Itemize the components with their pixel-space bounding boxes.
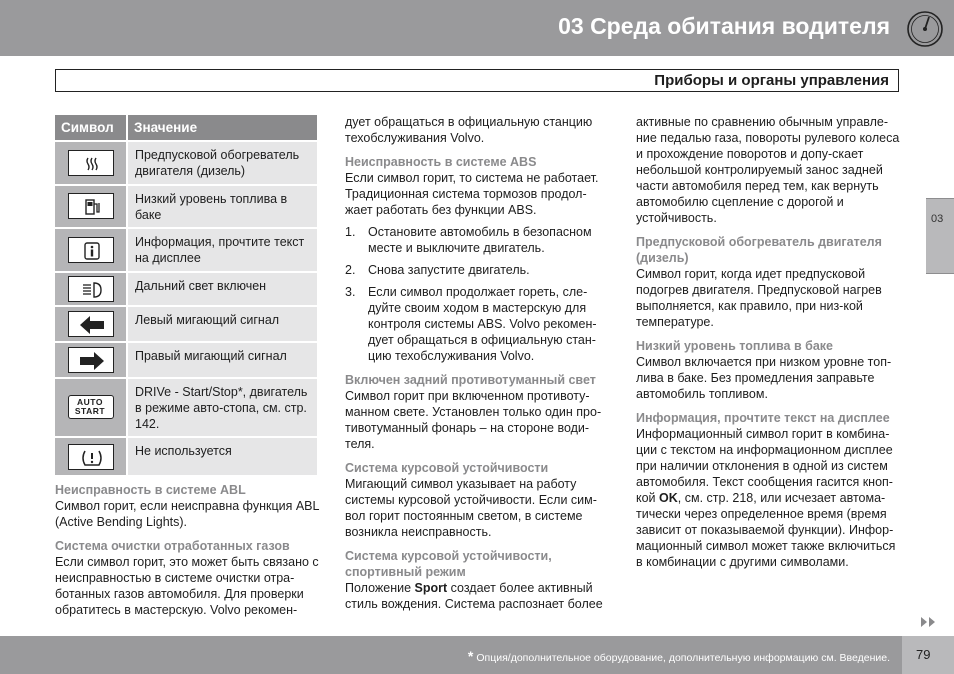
- paragraph-rear-fog: Символ горит при включенном противоту-манном свете. Установлен только один про-тивотуманный фонарь – на стороне води-теля.: [345, 389, 602, 451]
- heading-stability: Система курсовой устойчивости: [345, 461, 549, 475]
- table-row: [55, 141, 317, 185]
- page-header: [0, 0, 954, 56]
- paragraph-continued: дует обращаться в официальную станцию техобслуживания Volvo.: [345, 115, 593, 145]
- table-header-row: [55, 115, 317, 141]
- heading-stability-sport: Система курсовой устойчивости, спортивный режим: [345, 549, 552, 579]
- footnote-text: Опция/дополнительное оборудование, дополнительную информацию см. Введение.: [476, 652, 890, 664]
- heading-rear-fog: Включен задний противотуманный свет: [345, 373, 596, 387]
- glow-plug-icon: [68, 150, 114, 176]
- table-cell-meaning: Левый мигающий сигнал: [127, 306, 317, 342]
- heading-abs-fault: Неисправность в системе ABS: [345, 155, 537, 169]
- page-footer: [0, 636, 954, 674]
- list-item: 2. Снова запустите двигатель.: [345, 263, 530, 277]
- right-arrow-icon: [68, 347, 114, 373]
- abs-steps-list: [345, 224, 607, 364]
- table-row: [55, 342, 317, 378]
- table-row: [55, 228, 317, 272]
- symbol-table: [55, 115, 317, 475]
- table-cell-meaning: Предпусковой обогреватель двигателя (дизель): [127, 141, 317, 185]
- list-item: 3. Если символ продолжает гореть, сле-дуйте своим ходом в мастерскую для контроля системы ABS. Volvo рекомен-дует обращаться в официальную стан-цию техобслуживания Volvo.: [345, 285, 597, 363]
- table-cell-meaning: DRIVe - Start/Stop*, двигатель в режиме авто-стопа, см. стр. 142.: [127, 378, 317, 438]
- paragraph-low-fuel: Символ включается при низком уровне топ-лива в баке. Без промедления заправьте автомобиль топливом.: [636, 355, 892, 401]
- paragraph-exhaust-system: Если символ горит, это может быть связано с неисправностью в системе очистки отра-ботанных газов автомобиля. Для проверки обратитесь в мастерскую. Volvo рекомен-: [55, 555, 319, 617]
- footnote: [468, 648, 890, 664]
- section-title: Приборы и органы управления: [654, 72, 889, 89]
- page-number-box: [902, 636, 954, 674]
- list-item: 1. Остановите автомобиль в безопасном месте и выключите двигатель.: [345, 225, 592, 255]
- page-number: 79: [916, 647, 931, 662]
- chapter-title: 03 Среда обитания водителя: [558, 13, 890, 39]
- table-cell-meaning: Дальний свет включен: [127, 272, 317, 306]
- table-cell-meaning: Низкий уровень топлива в баке: [127, 185, 317, 229]
- speedometer-icon: [906, 10, 944, 48]
- heading-low-fuel: Низкий уровень топлива в баке: [636, 339, 834, 353]
- table-cell-meaning: Правый мигающий сигнал: [127, 342, 317, 378]
- heading-info-display: Информация, прочтите текст на дисплее: [636, 411, 890, 425]
- paragraph-stability-sport: Положение Sport создает более активный стиль вождения. Система распознает более: [345, 581, 603, 611]
- paragraph-abs-fault: Если символ горит, то система не работает. Традиционная система тормозов продол-жает работать без функции ABS.: [345, 171, 599, 217]
- left-arrow-icon: [68, 311, 114, 337]
- fuel-pump-icon: [68, 193, 114, 219]
- auto-start-icon: [68, 395, 114, 419]
- column-header-meaning: Значение: [127, 115, 317, 141]
- column-3-text: [636, 114, 901, 570]
- column-2-text: [345, 114, 607, 612]
- table-cell-meaning: Не используется: [127, 437, 317, 475]
- chapter-tab[interactable]: [926, 198, 954, 274]
- paragraph-abl-fault: Символ горит, если неисправна функция ABL (Active Bending Lights).: [55, 499, 319, 529]
- paragraph-stability: Мигающий символ указывает на работу системы курсовой устойчивости. Если сим-вол горит постоянным светом, в системе возникла неисправность.: [345, 477, 597, 539]
- column-1-text: [55, 474, 320, 618]
- next-page-icon[interactable]: [919, 616, 939, 628]
- heading-glow-plug: Предпусковой обогреватель двигателя (дизель): [636, 235, 882, 265]
- info-icon: [68, 237, 114, 263]
- table-row: [55, 437, 317, 475]
- table-row: [55, 185, 317, 229]
- paragraph-continued: активные по сравнению обычным управле-ние педалью газа, повороты рулевого колеса и прохождение поворотов и допу-скает небольшой контролируемый занос задней части автомобиля перед тем, как вернуть автомобилю сцепление с дорогой и устойчивость.: [636, 115, 900, 225]
- heading-abl-fault: Неисправность в системе ABL: [55, 483, 246, 497]
- table-cell-meaning: Информация, прочтите текст на дисплее: [127, 228, 317, 272]
- tyre-pressure-icon: [68, 444, 114, 470]
- paragraph-glow-plug: Символ горит, когда идет предпусковой подогрев двигателя. Предпусковой нагрев выполняется, как правило, при низ-кой температуре.: [636, 267, 882, 329]
- table-row: [55, 306, 317, 342]
- heading-exhaust-system: Система очистки отработанных газов: [55, 539, 290, 553]
- high-beam-icon: [68, 276, 114, 302]
- table-row: [55, 378, 317, 438]
- section-header: [55, 69, 899, 92]
- footnote-star: *: [467, 648, 474, 664]
- auto-start-label: AUTO START: [74, 397, 106, 417]
- table-row: [55, 272, 317, 306]
- column-header-symbol: Символ: [55, 115, 127, 141]
- paragraph-info-display: Информационный символ горит в комбина-ции с текстом на информационном дисплее при наличии отклонения в одной из систем автомобиля. Текст сообщения гасится кноп-кой OK, см. стр. 218, или исчезает автома-тически через определенное время (время зависит от показываемой функции). Инфор-мационный символ может также включиться в комбинации с другими символами.: [636, 427, 896, 569]
- chapter-tab-label: 03: [931, 213, 944, 225]
